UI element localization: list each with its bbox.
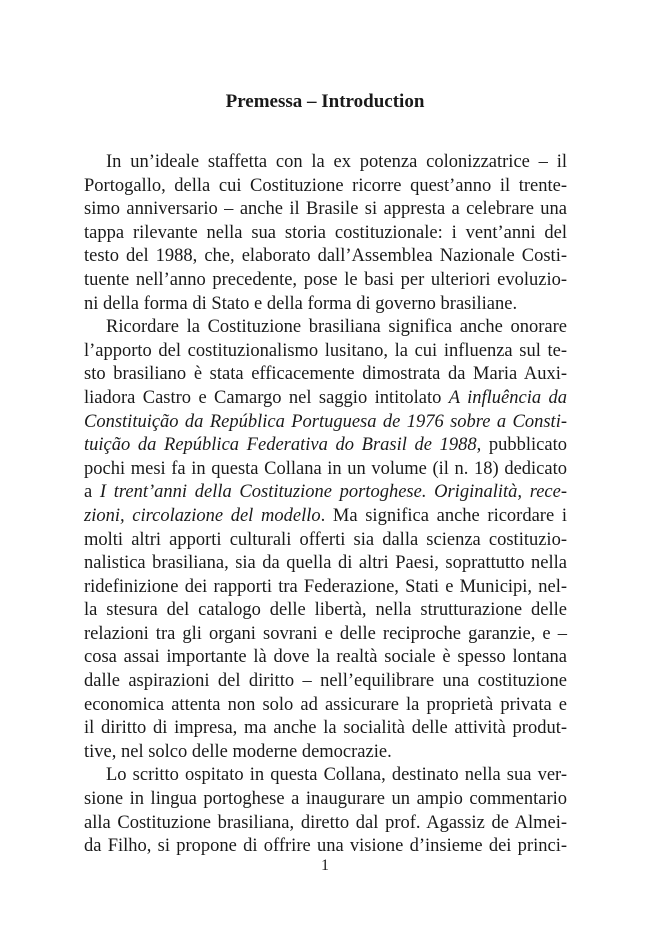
italic-title-run: Constituição da República Portuguesa de 1976 sobre a Consti- xyxy=(84,411,567,432)
text-line xyxy=(84,340,567,364)
text-run: alla Costituzione brasiliana, diretto dal prof. Agassiz de Almei- xyxy=(84,812,567,833)
text-line xyxy=(84,151,567,175)
text-run: testo del 1988, che, elaborato dall’Assemblea Nazionale Costi- xyxy=(84,246,567,267)
text-run: Portogallo, della cui Costituzione ricorre quest’anno il trente- xyxy=(84,175,567,196)
italic-title-run: tuição da República Federativa do Brasil de 1988 xyxy=(84,435,477,456)
body-text xyxy=(84,151,567,859)
text-run: . Ma significa anche ricordare i xyxy=(320,505,567,526)
text-line xyxy=(84,505,567,529)
text-line xyxy=(84,222,567,246)
text-run: molti altri apporti culturali offerti sia dalla scienza costituzio- xyxy=(84,529,567,550)
text-run: a xyxy=(84,482,100,503)
text-run: pochi mesi fa in questa Collana in un volume (il n. 18) dedicato xyxy=(84,458,567,479)
text-line xyxy=(84,245,567,269)
italic-title-run: zioni, circolazione del modello xyxy=(84,505,321,526)
text-run: sto brasiliano è stata efficacemente dimostrata da Maria Auxi- xyxy=(84,364,567,385)
text-run: da Filho, si propone di offrire una visione d’insieme dei princi- xyxy=(84,836,567,857)
text-run: Ricordare la Costituzione brasiliana significa anche onorare xyxy=(106,317,567,338)
text-line xyxy=(84,529,567,553)
text-line xyxy=(84,788,567,812)
text-run: tuente nell’anno precedente, pose le basi per ulteriori evoluzio- xyxy=(84,269,567,290)
text-line xyxy=(84,269,567,293)
text-line xyxy=(84,387,567,411)
page-title: Premessa – Introduction xyxy=(225,91,425,112)
text-run: In un’ideale staffetta con la ex potenza colonizzatrice – il xyxy=(106,152,567,172)
text-run: tive, nel solco delle moderne democrazie. xyxy=(84,741,392,762)
text-line xyxy=(84,741,567,765)
text-run: dalle aspirazioni del diritto – nell’equilibrare una costituzione xyxy=(84,671,567,692)
text-run: sione in lingua portoghese a inaugurare un ampio commentario xyxy=(84,789,567,810)
text-line xyxy=(84,316,567,340)
italic-title-run: A influência da xyxy=(448,387,567,408)
text-run: relazioni tra gli organi sovrani e delle reciproche garanzie, e – xyxy=(84,623,567,644)
text-line xyxy=(84,812,567,836)
text-run: ridefinizione dei rapporti tra Federazione, Stati e Municipi, nel- xyxy=(84,576,567,597)
text-run: tappa rilevante nella sua storia costituzionale: i vent’anni del xyxy=(84,222,567,243)
text-run: la stesura del catalogo delle libertà, nella strutturazione delle xyxy=(84,600,567,621)
text-line xyxy=(84,458,567,482)
italic-title-run: I trent’anni della Costituzione portoghese. Originalità, rece- xyxy=(99,482,567,503)
text-line xyxy=(84,198,567,222)
text-line xyxy=(84,694,567,718)
text-run: simo anniversario – anche il Brasile si appresta a celebrare una xyxy=(84,199,567,220)
text-run: il diritto di impresa, ma anche la socialità delle attività produt- xyxy=(84,718,567,739)
text-line xyxy=(84,363,567,387)
text-run: liadora Castro e Camargo nel saggio intitolato xyxy=(84,387,449,408)
text-line xyxy=(84,434,567,458)
text-run: , pubblicato xyxy=(476,435,567,456)
text-line xyxy=(84,764,567,788)
text-run: nalistica brasiliana, sia da quella di altri Paesi, soprattutto nella xyxy=(84,553,567,574)
text-run: cosa assai importante là dove la realtà sociale è spesso lontana xyxy=(84,647,567,668)
text-line xyxy=(84,623,567,647)
text-line xyxy=(84,481,567,505)
text-line xyxy=(84,175,567,199)
text-line xyxy=(84,599,567,623)
text-line xyxy=(84,646,567,670)
text-line xyxy=(84,293,567,317)
text-line xyxy=(84,411,567,435)
text-line xyxy=(84,670,567,694)
page-number: 1 xyxy=(321,857,329,874)
text-run: economica attenta non solo ad assicurare la proprietà privata e xyxy=(84,694,567,715)
text-run: Lo scritto ospitato in questa Collana, destinato nella sua ver- xyxy=(106,765,567,786)
text-line xyxy=(84,576,567,600)
text-run: ni della forma di Stato e della forma di governo brasiliane. xyxy=(84,293,518,314)
text-line xyxy=(84,552,567,576)
text-run: l’apporto del costituzionalismo lusitano, la cui influenza sul te- xyxy=(84,340,567,361)
text-line xyxy=(84,717,567,741)
